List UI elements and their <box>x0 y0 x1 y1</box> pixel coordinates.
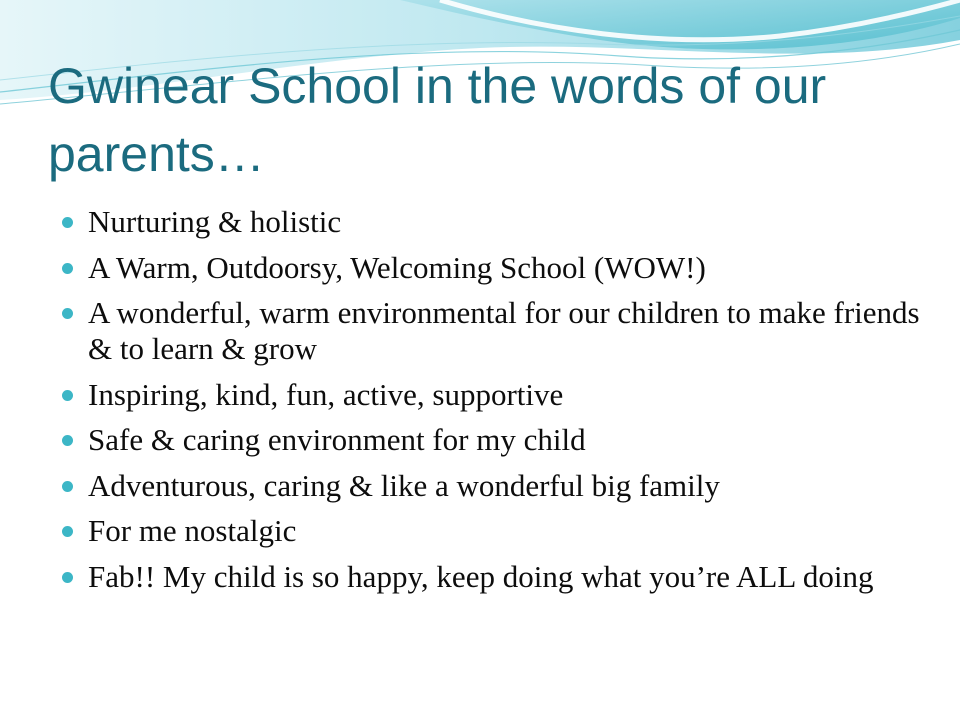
bullet-item <box>62 559 922 595</box>
bullet-text: Fab!! My child is so happy, keep doing what you’re ALL doing <box>88 558 874 594</box>
bullet-dot-icon <box>62 481 73 492</box>
bullet-text: Inspiring, kind, fun, active, supportive <box>88 376 564 412</box>
bullet-dot-icon <box>62 390 73 401</box>
bullet-item <box>62 250 922 286</box>
bullet-dot-icon <box>62 263 73 274</box>
bullet-dot-icon <box>62 217 73 228</box>
bullet-list <box>62 204 922 604</box>
bullet-text: Adventurous, caring & like a wonderful big family <box>88 467 720 503</box>
slide-title: Gwinear School in the words of our parents… <box>48 58 827 182</box>
bullet-text: For me nostalgic <box>88 513 297 548</box>
bullet-item <box>62 513 922 549</box>
bullet-dot-icon <box>62 526 73 537</box>
bullet-dot-icon <box>62 308 73 319</box>
bullet-text: A wonderful, warm environmental for our children to make friends & to learn & grow <box>88 295 920 366</box>
bullet-text: Safe & caring environment for my child <box>88 422 586 457</box>
bullet-text: Nurturing & holistic <box>88 204 342 239</box>
bullet-item <box>62 377 922 413</box>
bullet-text: A Warm, Outdoorsy, Welcoming School (WOW!) <box>88 249 706 285</box>
bullet-item <box>62 468 922 504</box>
bullet-dot-icon <box>62 435 73 446</box>
bullet-item <box>62 204 922 240</box>
bullet-dot-icon <box>62 572 73 583</box>
bullet-item <box>62 422 922 458</box>
bullet-item <box>62 295 922 367</box>
